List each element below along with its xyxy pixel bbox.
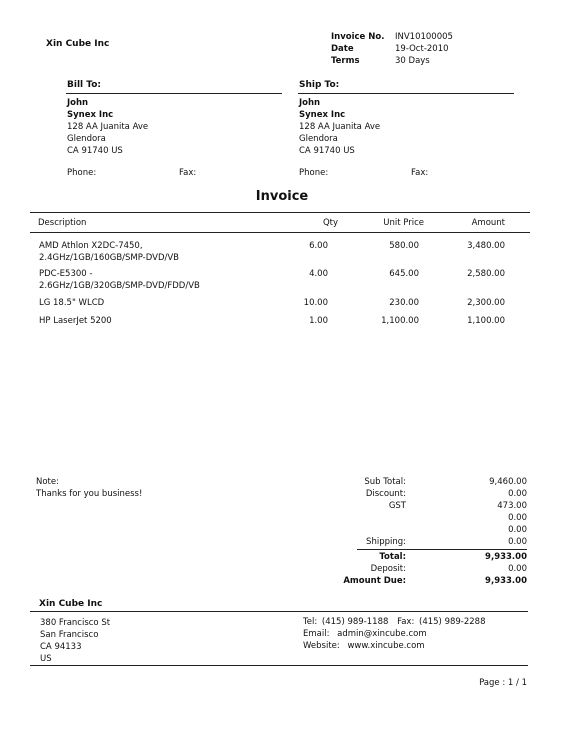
item-qty-3: 10.00 [303, 298, 328, 308]
ship-to-street: 128 AA Juanita Ave [299, 122, 381, 132]
totals-rule [357, 549, 527, 550]
tel-label: Tel: [303, 617, 318, 627]
gst-label: GST [388, 501, 406, 511]
bill-to-street: 128 AA Juanita Ave [67, 122, 149, 132]
item-desc-line: 2.6GHz/1GB/320GB/SMP-DVD/FDD/VB [39, 281, 200, 291]
item-desc-line: 2.4GHz/1GB/160GB/SMP-DVD/VB [39, 253, 180, 263]
invoice-no-value: INV10100005 [395, 32, 453, 42]
bill-to-address [67, 97, 148, 157]
item-amount-1: 3,480.00 [467, 241, 505, 251]
document-title: Invoice [255, 189, 309, 204]
terms-value: 30 Days [395, 56, 430, 66]
footer-website-line [303, 640, 486, 652]
invoice-no-label: Invoice No. [331, 32, 385, 42]
discount-value: 0.00 [508, 489, 527, 499]
footer-contact [303, 616, 486, 652]
ship-to-heading: Ship To: [299, 80, 340, 90]
deposit-value: 0.00 [508, 564, 527, 574]
col-header-amount: Amount [471, 218, 505, 228]
bill-to-phone-label: Phone: [67, 168, 97, 178]
col-header-description: Description [38, 218, 87, 228]
col-header-qty: Qty [322, 218, 338, 228]
ship-to-state-zip: CA 91740 US [299, 146, 355, 156]
ship-to-company: Synex Inc [299, 110, 346, 120]
email-value[interactable]: admin@xincube.com [337, 629, 427, 639]
amount-due-label: Amount Due: [343, 576, 406, 586]
item-price-2: 645.00 [389, 269, 419, 279]
item-desc-1 [39, 240, 179, 264]
footer-tel-line [303, 616, 486, 628]
tax2-value: 0.00 [508, 513, 527, 523]
footer-top-rule [30, 611, 528, 612]
bill-to-divider [66, 93, 282, 94]
bill-to-state-zip: CA 91740 US [67, 146, 123, 156]
item-desc-line: PDC-E5300 - [39, 269, 93, 279]
ship-to-name: John [299, 98, 321, 108]
website-value[interactable]: www.xincube.com [347, 641, 425, 651]
item-price-4: 1,100.00 [381, 316, 419, 326]
shipping-label: Shipping: [366, 537, 406, 547]
amount-due-value: 9,933.00 [485, 576, 527, 586]
terms-label: Terms [331, 56, 360, 66]
tax3-value: 0.00 [508, 525, 527, 535]
item-qty-4: 1.00 [309, 316, 328, 326]
item-qty-2: 4.00 [309, 269, 328, 279]
item-desc-4: HP LaserJet 5200 [39, 316, 112, 326]
bill-to-company: Synex Inc [67, 110, 114, 120]
item-amount-2: 2,580.00 [467, 269, 505, 279]
page-number: Page : 1 / 1 [479, 678, 527, 688]
fax-value: (415) 989-2288 [419, 617, 486, 627]
ship-to-fax-label: Fax: [411, 168, 429, 178]
col-header-unit-price: Unit Price [383, 218, 424, 228]
note-text: Thanks for you business! [36, 489, 143, 499]
ship-to-divider [298, 93, 514, 94]
ship-to-phone-label: Phone: [299, 168, 329, 178]
item-amount-4: 1,100.00 [467, 316, 505, 326]
item-amount-3: 2,300.00 [467, 298, 505, 308]
item-desc-line: AMD Athlon X2DC-7450, [39, 241, 143, 251]
bill-to-fax-label: Fax: [179, 168, 197, 178]
table-top-rule [30, 212, 530, 213]
footer-address [40, 617, 110, 665]
fax-label: Fax: [397, 617, 415, 627]
ship-to-address [299, 97, 380, 157]
footer-email-line [303, 628, 486, 640]
shipping-value: 0.00 [508, 537, 527, 547]
table-header-rule [30, 232, 530, 233]
footer-bottom-rule [30, 665, 528, 666]
item-price-3: 230.00 [389, 298, 419, 308]
email-label: Email: [303, 629, 330, 639]
item-desc-2 [39, 268, 200, 292]
footer-company-name: Xin Cube Inc [39, 599, 103, 609]
total-value: 9,933.00 [485, 552, 527, 562]
website-label: Website: [303, 641, 340, 651]
item-qty-1: 6.00 [309, 241, 328, 251]
bill-to-city: Glendora [67, 134, 106, 144]
total-label: Total: [379, 552, 406, 562]
date-value: 19-Oct-2010 [395, 44, 449, 54]
gst-value: 473.00 [497, 501, 527, 511]
item-desc-3: LG 18.5" WLCD [39, 298, 105, 308]
subtotal-value: 9,460.00 [489, 477, 527, 487]
deposit-label: Deposit: [370, 564, 406, 574]
bill-to-heading: Bill To: [67, 80, 101, 90]
subtotal-label: Sub Total: [364, 477, 406, 487]
footer-country: US [40, 654, 52, 664]
company-name: Xin Cube Inc [46, 39, 110, 49]
footer-street: 380 Francisco St [40, 618, 111, 628]
note-label: Note: [36, 477, 59, 487]
ship-to-city: Glendora [299, 134, 338, 144]
tel-value: (415) 989-1188 [321, 617, 389, 627]
item-price-1: 580.00 [389, 241, 419, 251]
footer-city: San Francisco [40, 630, 99, 640]
date-label: Date [331, 44, 354, 54]
bill-to-name: John [67, 98, 89, 108]
footer-state-zip: CA 94133 [40, 642, 82, 652]
discount-label: Discount: [365, 489, 406, 499]
